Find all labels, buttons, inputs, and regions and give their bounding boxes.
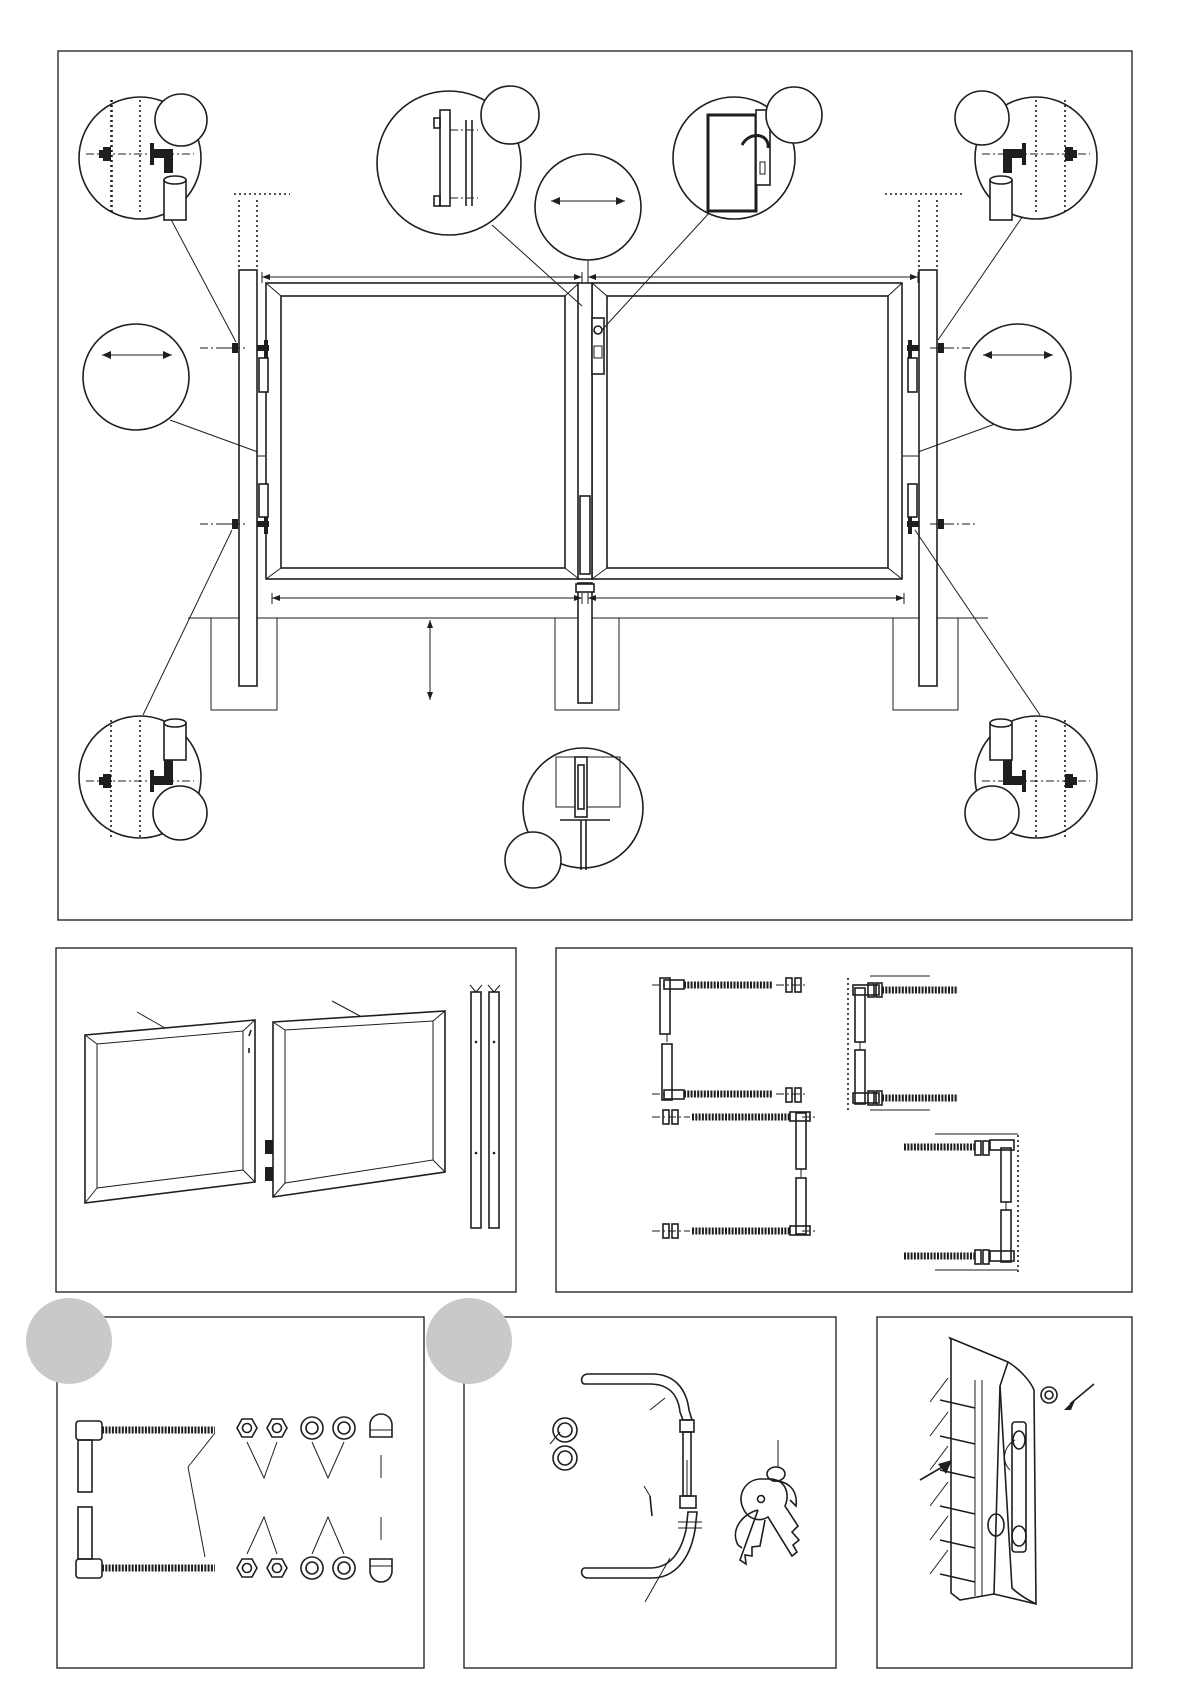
part-post-1	[471, 992, 481, 1228]
callout-drop-bolt-bottom	[505, 748, 643, 888]
callout-badge-lock	[766, 87, 822, 143]
post-right	[919, 270, 937, 686]
callout-badge-drop-bolt-bottom	[505, 832, 561, 888]
door-handle-icon	[582, 1374, 702, 1602]
mesh-stubs	[930, 1378, 975, 1582]
callout-hinge-bottom-right	[965, 716, 1097, 840]
leader-washers	[312, 1442, 344, 1554]
dimension-bottom-right	[588, 593, 904, 604]
lock-stile	[950, 1338, 1036, 1604]
parts-frame	[56, 948, 516, 1292]
gate-leaf-right	[592, 283, 902, 579]
gate-leaf-left	[266, 283, 579, 579]
handle-frame	[464, 1317, 836, 1668]
leader-posts	[470, 985, 500, 992]
hinge-orientation-frame	[556, 948, 1132, 1292]
callout-badge-hinge-tl	[155, 94, 207, 146]
hinge-orientation-panel	[556, 948, 1132, 1292]
callout-lock-handle	[673, 87, 822, 219]
dimension-top-left	[262, 272, 582, 283]
hinge-set-a	[652, 978, 808, 1102]
post-left-level	[234, 194, 290, 270]
step-badge-hardware	[26, 1298, 112, 1384]
leader-pin	[644, 1486, 650, 1496]
rosette-icon	[550, 1418, 577, 1470]
hinge-bolt-icon	[76, 1421, 215, 1492]
callout-drop-bolt-top	[377, 86, 539, 235]
hardware-panel	[26, 1298, 424, 1668]
dimension-ground-clearance	[427, 620, 433, 700]
callout-badge-drop-bolt	[481, 86, 539, 144]
step-badge-handle	[426, 1298, 512, 1384]
washer-icon	[301, 1417, 355, 1579]
cap-nut-icon	[370, 1414, 392, 1582]
leader-hinge-tr	[938, 210, 1027, 340]
arrow-icon	[1064, 1384, 1094, 1410]
callout-hinge-top-left	[79, 94, 207, 220]
hinge-set-d	[904, 1134, 1018, 1272]
dimension-top-right	[588, 272, 918, 283]
callout-badge-hinge-bl	[153, 786, 207, 840]
part-post-2	[489, 992, 499, 1228]
callout-badge-hinge-tr	[955, 91, 1009, 145]
leader-nuts	[247, 1442, 277, 1554]
hardware-frame	[57, 1317, 424, 1668]
hinge-bolt-icon	[76, 1507, 215, 1578]
arrow-icon	[920, 1460, 952, 1480]
overview-panel	[58, 51, 1132, 920]
callout-middle-gap	[535, 154, 641, 260]
leader-bolts	[188, 1433, 215, 1557]
bolt-keeper	[576, 584, 594, 592]
post-right-level	[885, 194, 965, 270]
callout-badge-hinge-br	[965, 786, 1019, 840]
callout-hinge-bottom-left	[79, 716, 207, 840]
lock-detail-frame	[877, 1317, 1132, 1668]
leader-hinge-tl	[166, 210, 236, 342]
hinge-set-c	[652, 1110, 816, 1238]
drop-bolt-housing	[580, 496, 590, 574]
lock-detail-panel	[877, 1317, 1132, 1668]
part-gate-leaf-right	[265, 1011, 445, 1197]
post-left	[239, 270, 257, 686]
callout-gap-left	[83, 324, 189, 430]
hinge-set-b	[848, 976, 958, 1112]
dimension-bottom-left	[272, 593, 582, 604]
leader-leaf-right	[332, 1001, 360, 1016]
parts-panel	[56, 948, 516, 1292]
handle-panel	[426, 1298, 836, 1668]
handle-pin	[650, 1496, 652, 1516]
hex-nut-icon	[237, 1419, 287, 1577]
key-icon	[735, 1440, 799, 1564]
drop-bolt-rod	[578, 583, 592, 703]
callout-hinge-top-right	[955, 91, 1097, 220]
leader-hinge-bl	[143, 530, 232, 715]
leader-leaf-left	[137, 1012, 165, 1028]
callout-gap-right	[965, 324, 1071, 430]
part-gate-leaf-left	[85, 1020, 255, 1203]
